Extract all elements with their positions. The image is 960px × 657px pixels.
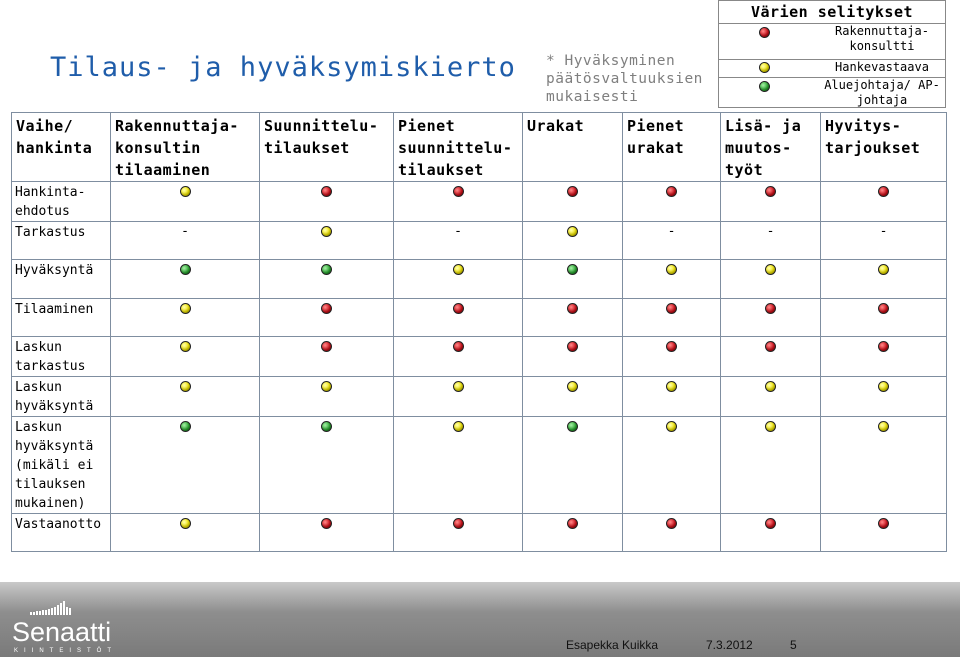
table-cell [394,299,523,337]
table-cell [111,377,260,417]
green-light-icon [321,421,332,432]
table-cell [523,182,623,222]
table-cell [111,260,260,299]
table-cell [111,417,260,514]
table-cell [821,260,947,299]
footer-date: 7.3.2012 [706,638,753,652]
yellow-light-icon [878,264,889,275]
yellow-light-icon [878,421,889,432]
table-cell [721,377,821,417]
red-light-icon [453,518,464,529]
legend-label: Rakennuttaja-konsultti [835,24,929,53]
red-light-icon [321,303,332,314]
table-cell [260,417,394,514]
green-light-icon [180,264,191,275]
legend-item-green [719,78,945,109]
table-cell [394,260,523,299]
table-cell [394,337,523,377]
table-cell [394,222,523,260]
legend-label: Hankevastaava [835,60,929,74]
yellow-light-icon [321,226,332,237]
column-header: Suunnittelu-tilaukset [260,113,394,182]
yellow-light-icon [765,381,776,392]
row-label: Vastaanotto [12,514,111,552]
red-light-icon [765,341,776,352]
red-light-icon [321,186,332,197]
row-label: Hankinta-ehdotus [12,182,111,222]
table-header-row [12,113,947,182]
footer-author: Esapekka Kuikka [566,638,659,652]
page-title: Tilaus- ja hyväksymiskierto [50,52,516,83]
table-cell [260,182,394,222]
yellow-light-icon [666,381,677,392]
column-header: Hyvitys-tarjoukset [821,113,947,182]
table-cell [111,182,260,222]
table-row [12,337,947,377]
green-light-icon [321,264,332,275]
table-cell [523,222,623,260]
column-header: Vaihe/ hankinta [12,113,111,182]
yellow-light-icon [666,264,677,275]
table-cell [623,260,721,299]
table-row [12,260,947,299]
logo-bars-icon [30,596,72,615]
red-light-icon [666,341,677,352]
yellow-light-icon [765,264,776,275]
red-light-icon [453,186,464,197]
red-light-icon [765,186,776,197]
row-label: Laskun tarkastus [12,337,111,377]
yellow-light-icon [321,381,332,392]
green-light-icon [567,421,578,432]
red-light-icon [878,186,889,197]
approval-table [11,112,947,552]
red-light-icon [567,303,578,314]
yellow-light-icon [453,264,464,275]
table-cell [394,377,523,417]
table-cell [821,337,947,377]
table-cell [623,299,721,337]
green-light-icon [567,264,578,275]
table-cell [721,299,821,337]
yellow-light-icon [180,381,191,392]
dash-mark: - [766,224,775,239]
table-cell [623,222,721,260]
logo: Senaatti [12,617,112,647]
yellow-light-icon [765,421,776,432]
column-header: Rakennuttaja-konsultin tilaaminen [111,113,260,182]
red-light-icon [765,518,776,529]
red-light-icon [321,341,332,352]
table-cell [523,260,623,299]
table-cell [394,514,523,552]
red-light-icon [878,303,889,314]
table-cell [821,417,947,514]
table-cell [523,417,623,514]
table-cell [623,337,721,377]
table-body [12,182,947,552]
table-cell [721,417,821,514]
table-cell [111,337,260,377]
table-cell [260,299,394,337]
red-light-icon [453,341,464,352]
red-light-icon [759,27,770,38]
red-light-icon [321,518,332,529]
dash-mark: - [667,224,676,239]
yellow-light-icon [666,421,677,432]
color-legend [718,0,946,108]
dash-mark: - [181,224,189,239]
table-cell [821,182,947,222]
row-label: Laskun hyväksyntä [12,377,111,417]
green-light-icon [759,81,770,92]
yellow-light-icon [180,186,191,197]
table-cell [260,514,394,552]
yellow-light-icon [878,381,889,392]
red-light-icon [878,341,889,352]
legend-label: Aluejohtaja/ AP-johtaja [824,78,940,107]
table-cell [623,417,721,514]
table-cell [821,514,947,552]
table-cell [721,514,821,552]
yellow-light-icon [180,303,191,314]
table-cell [523,377,623,417]
table-row [12,222,947,260]
row-label: Hyväksyntä [12,260,111,299]
table-cell [721,337,821,377]
table-cell [523,337,623,377]
column-header: Pienet urakat [623,113,721,182]
red-light-icon [666,518,677,529]
table-cell [721,182,821,222]
table-cell [111,299,260,337]
table-row [12,377,947,417]
column-header: Urakat [523,113,623,182]
row-label: Tarkastus [12,222,111,260]
yellow-light-icon [567,226,578,237]
dash-mark: - [454,224,462,239]
table-row [12,299,947,337]
legend-item-red [719,24,945,60]
table-cell [260,260,394,299]
table-cell [623,182,721,222]
table-cell [394,182,523,222]
table-cell [260,337,394,377]
table-cell [821,222,947,260]
red-light-icon [666,303,677,314]
table-row [12,182,947,222]
table-cell [111,222,260,260]
footer [0,582,960,657]
yellow-light-icon [453,421,464,432]
table-cell [721,260,821,299]
row-label: Tilaaminen [12,299,111,337]
red-light-icon [567,518,578,529]
column-header: Pienet suunnittelu-tilaukset [394,113,523,182]
green-light-icon [180,421,191,432]
table-cell [623,377,721,417]
yellow-light-icon [567,381,578,392]
legend-item-yellow [719,60,945,78]
dash-mark: - [879,224,888,239]
logo-subtitle: KIINTEISTÖT [14,648,118,654]
yellow-light-icon [759,62,770,73]
table-cell [623,514,721,552]
red-light-icon [567,341,578,352]
table-cell [260,222,394,260]
table-cell [260,377,394,417]
yellow-light-icon [180,518,191,529]
table-cell [111,514,260,552]
footer-page-number: 5 [790,638,797,652]
red-light-icon [453,303,464,314]
legend-title: Värien selitykset [719,1,945,24]
table-row [12,417,947,514]
table-cell [821,299,947,337]
red-light-icon [878,518,889,529]
row-label: Laskun hyväksyntä (mikäli ei tilauksen mukainen) [12,417,111,514]
red-light-icon [567,186,578,197]
red-light-icon [765,303,776,314]
table-cell [523,514,623,552]
table-cell [523,299,623,337]
table-row [12,514,947,552]
table-cell [821,377,947,417]
table-cell [721,222,821,260]
approval-note: * Hyväksyminen päätösvaltuuksien mukaisesti [546,53,703,105]
table-cell [394,417,523,514]
column-header: Lisä- ja muutos-työt [721,113,821,182]
red-light-icon [666,186,677,197]
yellow-light-icon [180,341,191,352]
yellow-light-icon [453,381,464,392]
